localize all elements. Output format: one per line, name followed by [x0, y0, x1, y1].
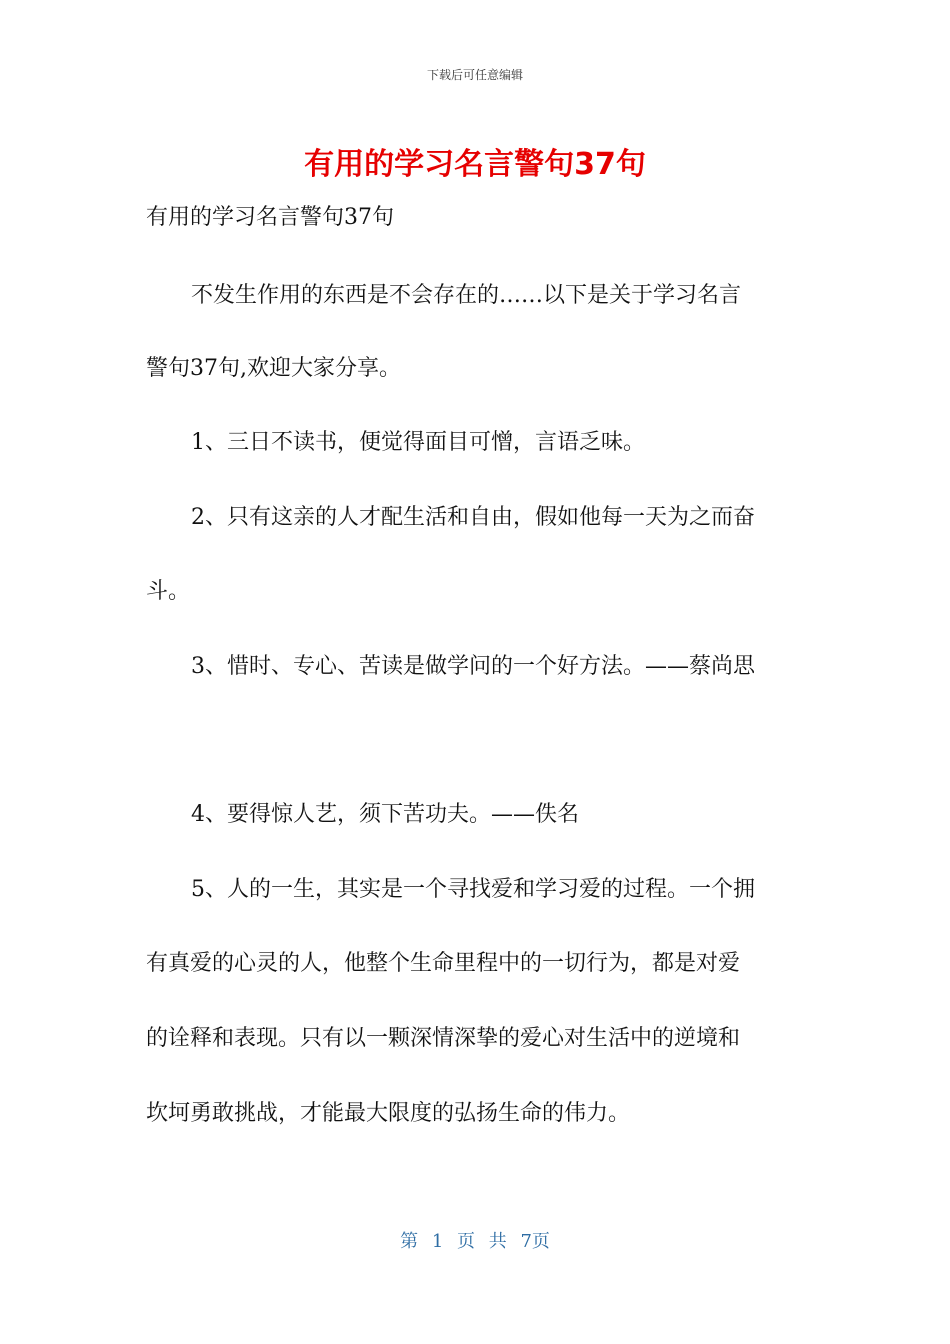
document-title: 有用的学习名言警句37句: [304, 147, 646, 182]
quote-2: 2、只有这亲的人才配生活和自由，假如他每一天为之而奋: [191, 505, 755, 530]
body-line-intro: 不发生作用的东西是不会存在的……以下是关于学习名言: [191, 283, 742, 308]
footer-page-word: 页: [457, 1231, 475, 1252]
header-note: 下载后可任意编辑: [426, 68, 523, 82]
quote-4: 4、要得惊人艺，须下苦功夫。——佚名: [191, 802, 579, 827]
footer-total-label: 共: [488, 1231, 507, 1252]
footer-current-page: 1: [431, 1231, 444, 1252]
quote-5-cont-3: 坎坷勇敢挑战，才能最大限度的弘扬生命的伟力。: [146, 1101, 631, 1126]
page-footer: [0, 1227, 950, 1253]
quote-5: 5、人的一生，其实是一个寻找爱和学习爱的过程。一个拥: [191, 877, 755, 902]
quote-5-cont-2: 的诠释和表现。只有以一颗深情深挚的爱心对生活中的逆境和: [146, 1026, 741, 1051]
quote-2-cont: 斗。: [146, 579, 191, 604]
quote-3: 3、惜时、专心、苦读是做学问的一个好方法。——蔡尚思: [191, 654, 755, 679]
footer-page-label: 第: [400, 1231, 419, 1252]
quote-5-cont-1: 有真爱的心灵的人，他整个生命里程中的一切行为，都是对爱: [146, 951, 741, 976]
footer-total-pages: 7页: [520, 1231, 550, 1252]
body-line-subtitle: 有用的学习名言警句37句: [146, 205, 394, 230]
quote-1: 1、三日不读书，便觉得面目可憎，言语乏味。: [191, 430, 645, 455]
body-line-intro-cont: 警句37句,欢迎大家分享。: [146, 356, 401, 381]
